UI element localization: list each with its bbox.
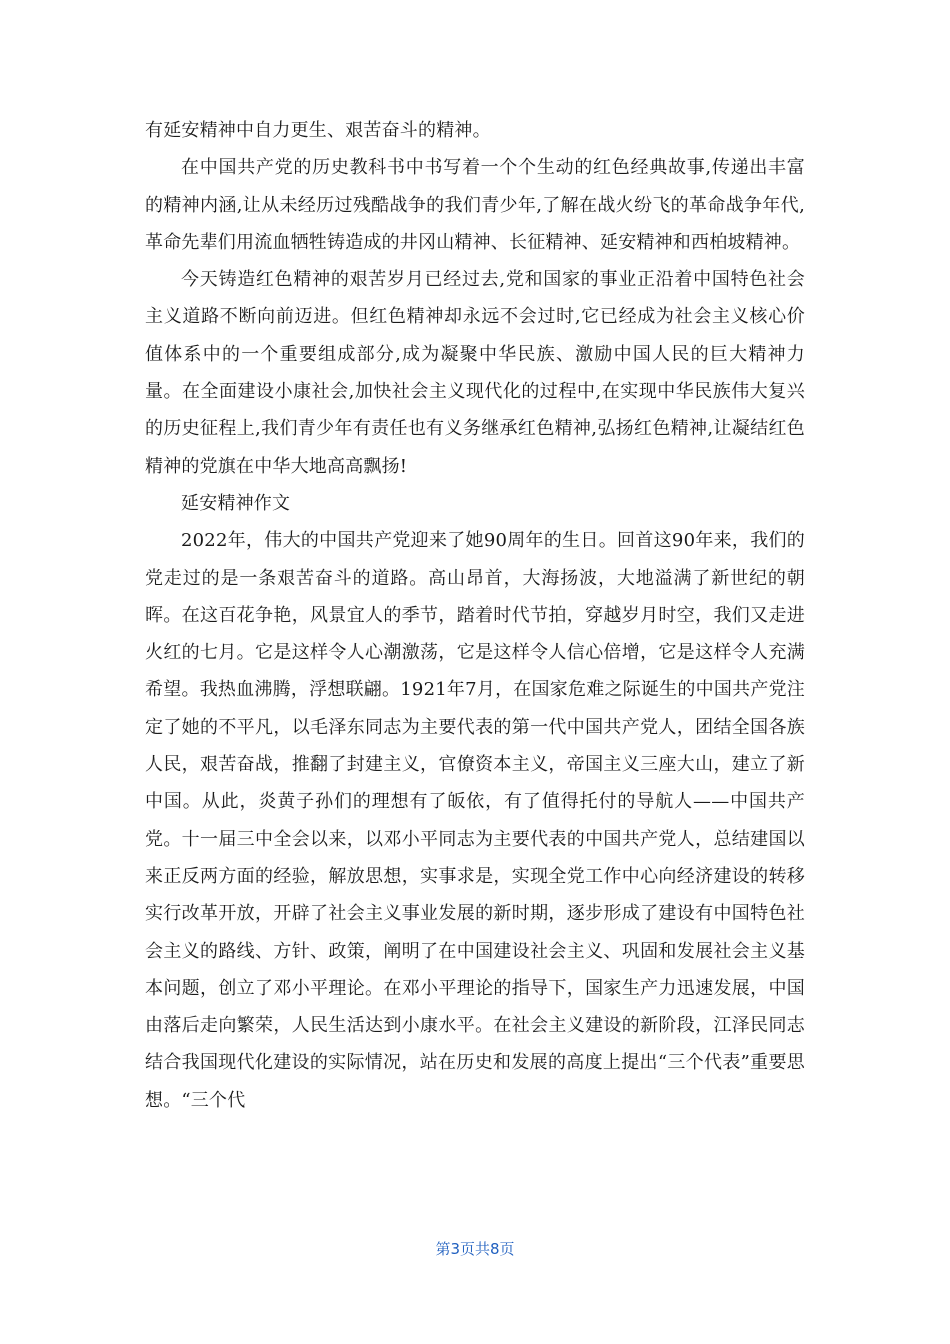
paragraph-red-spirit-today: 今天铸造红色精神的艰苦岁月已经过去,党和国家的事业正沿着中国特色社会主义道路不断向前迈进。但红色精神却永远不会过时,它已经成为社会主义核心价值体系中的一个重要组成部分,成为凝聚中华民族、激励中国人民的巨大精神力量。在全面建设小康社会,加快社会主义现代化的过程中,在实现中华民族伟大复兴的历史征程上,我们青少年有责任也有义务继承红色精神,弘扬红色精神,让凝结红色精神的党旗在中华大地高高飘扬!	[145, 269, 805, 477]
paragraph-yanan-essay: 2022年，伟大的中国共产党迎来了她90周年的生日。回首这90年来，我们的党走过的是一条艰苦奋斗的道路。高山昂首，大海扬波，大地溢满了新世纪的朝晖。在这百花争艳，风景宜人的季节，踏着时代节拍，穿越岁月时空，我们又走进火红的七月。它是这样令人心潮激荡，它是这样令人信心倍增，它是这样令人充满希望。我热血沸腾，浮想联翩。1921年7月，在国家危难之际诞生的中国共产党注定了她的不平凡，以毛泽东同志为主要代表的第一代中国共产党人，团结全国各族人民，艰苦奋战，推翻了封建主义，官僚资本主义，帝国主义三座大山，建立了新中国。从此，炎黄子孙们的理想有了皈依，有了值得托付的导航人——中国共产党。十一届三中全会以来，以邓小平同志为主要代表的中国共产党人，总结建国以来正反两方面的经验，解放思想，实事求是，实现全党工作中心向经济建设的转移实行改革开放，开辟了社会主义事业发展的新时期，逐步形成了建设有中国特色社会主义的路线、方针、政策，阐明了在中国建设社会主义、巩固和发展社会主义基本问题，创立了邓小平理论。在邓小平理论的指导下，国家生产力迅速发展，中国由落后走向繁荣，人民生活达到小康水平。在社会主义建设的新阶段，江泽民同志结合我国现代化建设的实际情况，站在历史和发展的高度上提出“三个代表”重要思想。“三个代	[145, 530, 805, 1111]
page-number-footer: 第3页共8页	[435, 1240, 515, 1258]
paragraph-textbook-stories: 在中国共产党的历史教科书中书写着一个个生动的红色经典故事,传递出丰富的精神内涵,让从未经历过残酷战争的我们青少年,了解在战火纷飞的革命战争年代,革命先辈们用流血牺牲铸造成的井冈山精神、长征精神、延安精神和西柏坡精神。	[145, 157, 805, 253]
paragraph-continuation: 有延安精神中自力更生、艰苦奋斗的精神。	[145, 120, 491, 141]
document-body	[145, 112, 805, 1119]
section-title: 延安精神作文	[181, 492, 291, 514]
